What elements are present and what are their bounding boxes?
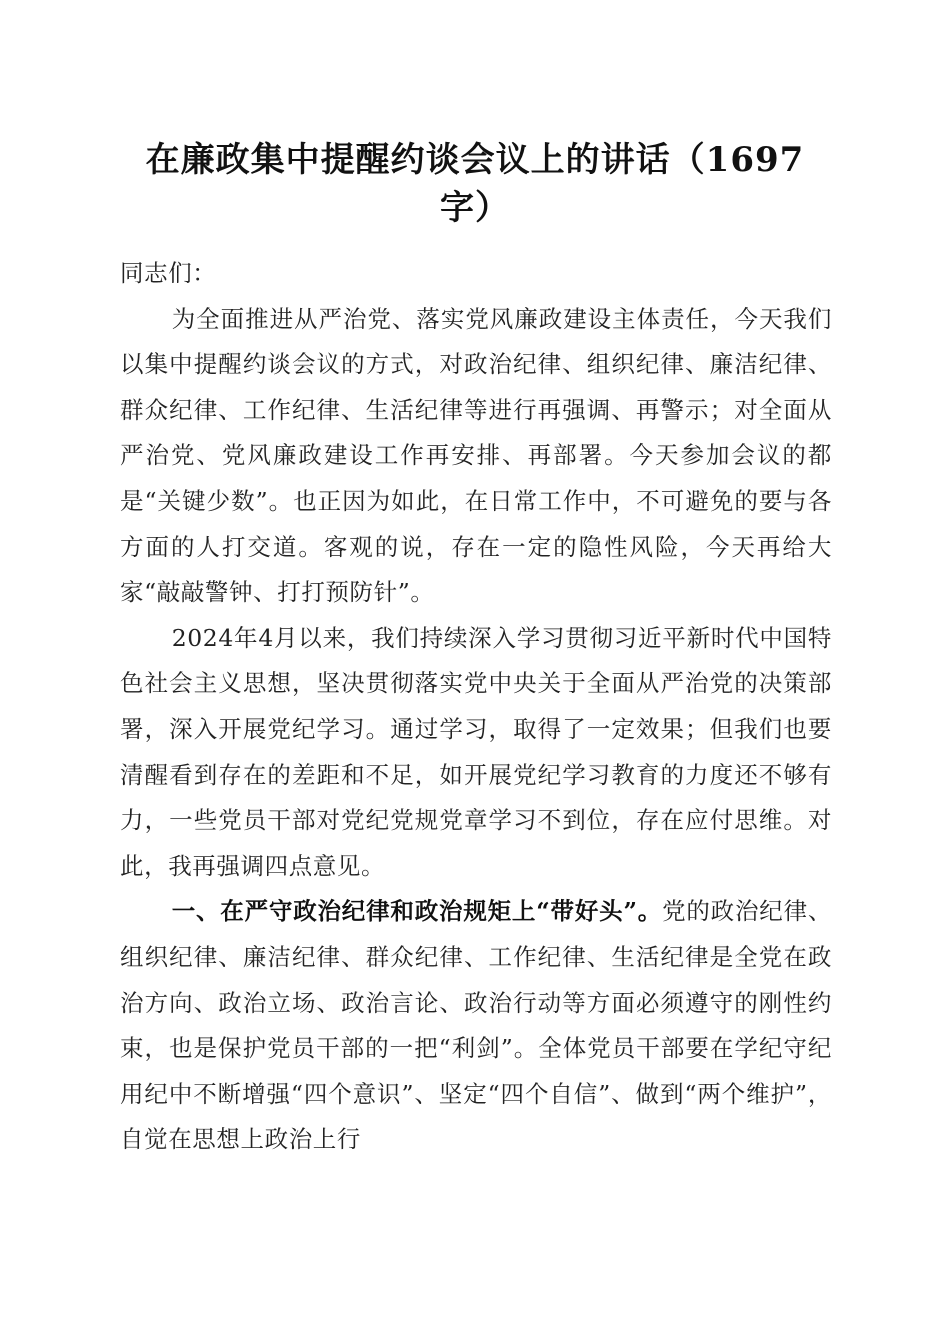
salutation: 同志们：: [120, 259, 217, 287]
paragraph-2: 2024年4月以来，我们持续深入学习贯彻习近平新时代中国特色社会主义思想，坚决贯彻落实党中央关于全面从严治党的决策部署，深入开展党纪学习。通过学习，取得了一定效果；但我们也要清醒看到存在的差距和不足，如开展党纪学习教育的力度还不够有力，一些党员干部对党纪党规党章学习不到位，存在应付思维。对此，我再强调四点意见。: [120, 623, 832, 880]
section-heading-1: 一、在严守政治纪律和政治规矩上“带好头”。: [171, 897, 663, 926]
paragraph-1: 为全面推进从严治党、落实党风廉政建设主体责任，今天我们以集中提醒约谈会议的方式，对政治纪律、组织纪律、廉洁纪律、群众纪律、工作纪律、生活纪律等进行再强调、再警示；对全面从严治党、党风廉政建设工作再安排、再部署。今天参加会议的都是“关键少数”。也正因为如此，在日常工作中，不可避免的要与各方面的人打交道。客观的说，存在一定的隐性风险，今天再给大家“敲敲警钟、打打预防针”。: [120, 304, 832, 607]
section-body-1: 党的政治纪律、组织纪律、廉洁纪律、群众纪律、工作纪律、生活纪律是全党在政治方向、政治立场、政治言论、政治行动等方面必须遵守的刚性约束，也是保护党员干部的一把“利剑”。全体党员干部要在学纪守纪用纪中不断增强“四个意识”、坚定“四个自信”、做到“两个维护”，自觉在思想上政治上行: [120, 897, 832, 1154]
document-title: 在廉政集中提醒约谈会议上的讲话（1697字）: [145, 140, 805, 228]
document-body: [120, 251, 832, 1163]
paragraph-3: [120, 889, 832, 1163]
